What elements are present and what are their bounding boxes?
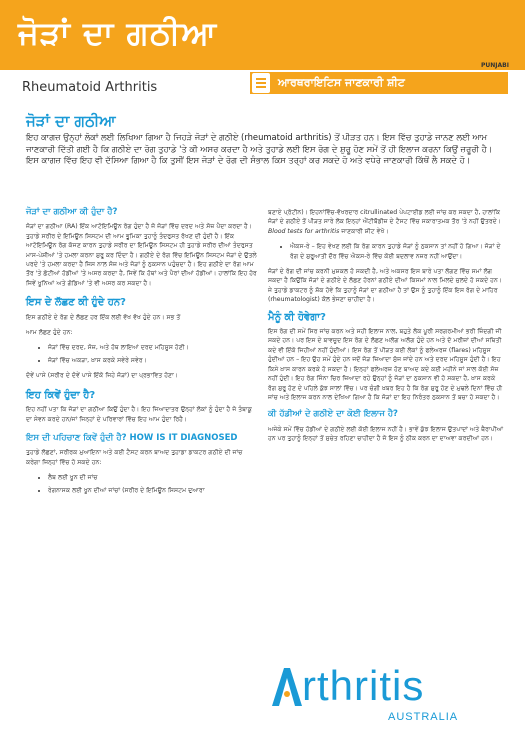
diagnosis-difficulty-text: ਜੋੜਾਂ ਦੇ ਰੋਗ ਦੀ ਜਾਂਚ ਕਰਨੀ ਮੁਸ਼ਕਲ ਹੋ ਸਕਦੀ ਹੈ, ਅਤੇ ਅਕਸਰ ਇਸ ਬਾਰੇ ਪਤਾ ਲੱਗਣ ਵਿੱਚ ਸਮਾਂ ਲੱਗ ਸਕਦਾ ਹੈ ਕਿਉਂਕਿ ਜੋੜਾਂ ਦੇ ਗਠੀਏ ਦੇ ਲੱਛਣ ਹੋਰਨਾਂ ਗਠੀਏ ਦੀਆਂ ਕਿਸਮਾਂ ਨਾਲ ਮਿਲਦੇ ਜੁਲਦੇ ਹੋ ਸਕਦੇ ਹਨ। ਜੇ ਤੁਹਾਡੇ ਡਾਕਟਰ ਨੂੰ ਸ਼ੱਕ ਹੋਵੇ ਕਿ ਤੁਹਾਨੂੰ ਜੋੜਾਂ ਦਾ ਗਠੀਆ ਹੈ ਤਾਂ ਉਸ ਨੂੰ ਤੁਹਾਨੂੰ ਇੱਕ ਇਸ ਰੋਗ ਦੇ ਮਾਹਿਰ (rheumatologist) ਕੋਲ ਭੇਜਣਾ ਚਾਹੀਦਾ ਹੈ। — [268, 268, 503, 304]
list-item: • ਜੋੜਾਂ ਵਿੱਚ ਦਰਦ, ਸੋਜ਼, ਅਤੇ ਹੱਥ ਲਾਇਆਂ ਦਰਦ ਮਹਿਸੂਸ ਹੋਣੀ। — [48, 343, 258, 352]
section-text-causes: ਇਹ ਨਹੀਂ ਪਤਾ ਕਿ ਜੋੜਾਂ ਦਾ ਗਠੀਆ ਕਿਉਂ ਹੁੰਦਾ ਹੈ। ਇਹ ਜਿਆਦਾਤਰ ਉਨ੍ਹਾਂ ਲੋਕਾਂ ਨੂੰ ਹੁੰਦਾ ਹੈ ਜੋ ਤੰਬਾਕੂ ਦਾ ਸੇਵਨ ਕਰਦੇ ਹਨ/ਜਾਂ ਜਿਨ੍ਹਾਂ ਦੇ ਪਰਿਵਾਰਾਂ ਵਿੱਚ ਇਹ ਆਮ ਹੁੰਦਾ ਰਿਹੈ। — [26, 406, 253, 423]
section-text-cure: ਅਜੇਕੇ ਸਮੇਂ ਵਿੱਚ ਹੱਡੀਆਂ ਦੇ ਗਠੀਏ ਲਈ ਕੋਈ ਇਲਾਜ ਨਹੀਂ ਹੈ। ਭਾਵੇਂ ਕੁੱਝ ਇਲਾਜ ਉਤਪਾਦਾਂ ਅਤੇ ਥੈਰਾਪੀਆਂ ਹਨ ਪਰ ਤੁਹਾਨੂੰ ਇਨ੍ਹਾਂ ਤੋਂ ਸੁਚੇਤ ਰਹਿਣਾ ਚਾਹੀਦਾ ਹੈ ਜੋ ਇਸ ਨੂੰ ਠੀਕ ਕਰਨ ਦਾ ਦਾਅਵਾ ਕਰਦੀਆਂ ਹਨ। — [268, 425, 504, 443]
header-banner — [0, 0, 525, 70]
xray-list — [268, 242, 504, 261]
section-text-symptoms: ਇਸ ਗਠੀਏ ਦੇ ਰੋਗ ਦੇ ਲੱਛਣ ਹਰ ਇੱਕ ਲਈ ਵੱਖ ਵੱਖ ਹੁੰਦੇ ਹਨ। ਸਭ ਤੋਂ — [26, 313, 181, 321]
diagnosis-continued — [268, 208, 504, 236]
section-heading-what-is: ਜੋੜਾਂ ਦਾ ਗਠੀਆ ਕੀ ਹੁੰਦਾ ਹੈ? — [26, 207, 118, 217]
arthritis-australia-logo — [270, 662, 459, 723]
symptoms-list — [26, 343, 258, 365]
left-column — [26, 208, 258, 501]
logo-a-icon — [270, 666, 302, 700]
list-item: • ਜੋੜਾਂ ਵਿੱਚ ਅਕੜਾ, ਖ਼ਾਸ ਕਰਕੇ ਸਵੇਰੇ ਸਵੇਰ। — [48, 356, 258, 365]
document-icon — [252, 73, 270, 93]
right-column — [268, 208, 504, 450]
main-heading: ਜੋੜਾਂ ਦਾ ਗਠੀਆ — [26, 112, 116, 130]
section-heading-symptoms: ਇਸ ਦੇ ਲੱਛਣ ਕੀ ਹੁੰਦੇ ਹਨ? — [26, 297, 126, 309]
list-item: • ਐਕਸ-ਰੇ – ਇਹ ਵੇਖਣ ਲਈ ਕਿ ਰੋਗ ਕਾਰਨ ਤੁਹਾਡੇ ਜੋੜਾਂ ਨੂੰ ਨੁਕਸਾਨ ਤਾਂ ਨਹੀਂ ਹੋ ਗਿਆ। ਜੋੜਾਂ ਦੇ ਰੋਗ ਦੇ ਸ਼ੁਰੂਆਤੀ ਦੌਰ ਵਿੱਚ ਐਕਸ-ਰੇ ਵਿੱਚ ਕੋਈ ਬਦਲਾਵ ਨਜ਼ਰ ਨਹੀਂ ਆਉਂਦਾ। — [290, 242, 504, 261]
logo-subtext: AUSTRALIA — [388, 711, 459, 723]
section-heading-causes: ਇਹ ਕਿਵੇਂ ਹੁੰਦਾ ਹੈ? — [26, 389, 96, 401]
section-heading-cure: ਕੀ ਹੱਡੀਆਂ ਦੇ ਗਠੀਏ ਦਾ ਕੋਈ ਇਲਾਜ ਹੈ? — [268, 409, 398, 420]
diagnosis-list — [26, 473, 258, 495]
section-heading-diagnosis: ਇਸ ਦੀ ਪਹਿਚਾਣ ਕਿਵੇਂ ਹੁੰਦੀ ਹੈ? HOW IS IT DIAGNOSED — [26, 432, 238, 443]
diagnosis-continued-text: ਬਣਾਏ ਪ੍ਰੋਟੀਨ)। ਇਹਨਾਂਵਿੱਚ-ਵੱਖਰਦਾਰ citrullinated ਪੇਪਟਾਈਡ ਲਈ ਜਾਂਚ ਕਰ ਸਕਦਾ ਹੈ, ਹਾਲਾਂਕਿ ਜੋੜਾਂ ਦੇ ਗਠੀਏ ਤੋਂ ਪੀੜਤ ਸਾਰੇ ਲੋਕ ਇਨ੍ਹਾਂ ਐਂਟੀਬੌਡੀਜ਼ ਦੇ ਟੈਸਟ ਵਿੱਚ ਸਕਾਰਾਤਮਕ ਤੌਰ 'ਤੇ ਨਹੀਂ ਉਤਰਦੇ। — [268, 209, 502, 226]
logo-a-shape — [270, 666, 304, 706]
list-item: • ਲੈਬ ਲਈ ਖੂਨ ਦੀ ਜਾਂਚ — [48, 473, 258, 482]
section-text-symptoms-after: ਦੋਵੇਂ ਪਾਸੇ (ਸਰੀਰ ਦੇ ਦੋਵੇਂ ਪਾਸੇ ਇੱਕੋ ਜਿਹੇ ਜੋੜਾਂ) ਦਾ ਪ੍ਰਭਾਵਿਤ ਹੋਣਾ। — [26, 372, 179, 380]
blood-tests-reference: Blood tests for arthritis — [268, 227, 340, 235]
section-text-diagnosis: ਤੁਹਾਡੇ ਲੱਛਣਾਂ, ਸਰੀਰਕ ਮੁਆਇਨਾ ਅਤੇ ਕਈ ਟੈਸਟ ਕਰਨ ਬਾਅਦ ਤੁਹਾਡਾ ਡਾਕਟਰ ਗਠੀਏ ਦੀ ਜਾਂਚ ਕਰੇਗਾ ਜਿਨ੍ਹਾਂ ਵਿੱਚ ਹੋ ਸਕਦੇ ਹਨ: — [26, 449, 243, 466]
section-text-outlook: ਇਸ ਰੋਗ ਦੀ ਸਮੇਂ ਸਿਰ ਜਾਂਚ ਕਰਨ ਅਤੇ ਸਹੀ ਇਲਾਜ ਨਾਲ, ਬਹੁਤੇ ਲੋਕ ਪੂਰੀ ਸਰਗਰਮੀਆਂ ਭਰੀ ਜ਼ਿੰਦਗੀ ਜੀ ਸਕਦੇ ਹਨ। ਪਰ ਇਸ ਦੇ ਬਾਵਜੂਦ ਇਸ ਰੋਗ ਦੇ ਲੱਛਣ ਅਲੱਗ ਅਲੱਗ ਹੁੰਦੇ ਹਨ ਅਤੇ ਦੋ ਮਰੀਜ਼ਾਂ ਦੀਆਂ ਸਥਿਤੀ ਕਦੇ ਵੀ ਇੱਕੋ ਜਿਹੀਆਂ ਨਹੀਂ ਹੁੰਦੀਆਂ। ਇਸ ਰੋਗ ਤੋਂ ਪੀੜਤ ਕਈ ਲੋਕਾਂ ਨੂੰ ਫਲੇਅਰਜ਼ (flares) ਮਹਿਸੂਸ ਹੁੰਦੀਆਂ ਹਨ – ਇਹ ਉਹ ਸਮੇਂ ਹੁੰਦੇ ਹਨ ਜਦੋਂ ਜੋੜ ਜ਼ਿਆਦਾ ਸੁੱਜ ਜਾਂਦੇ ਹਨ ਅਤੇ ਦਰਦ ਮਹਿਸੂਸ ਹੁੰਦੀ ਹੈ। ਇਹ ਕਿਸੇ ਖ਼ਾਸ ਕਾਰਨ ਕਰਕੇ ਹੋ ਸਕਦਾ ਹੈ। ਇਨ੍ਹਾਂ ਫਲੇਅਰਜ਼ ਹੋਣ ਬਾਅਦ ਕਦੇ ਕਈ ਮਹੀਨੇ ਜਾਂ ਸਾਲ ਕੋਈ ਸੋਜ਼ ਨਹੀਂ ਹੁੰਦੀ। ਇਹ ਰੋਗ ਜਿੰਨਾ ਚਿਰ ਜ਼ਿਆਦਾ ਰਹੇ ਉਨ੍ਹਾਂ ਨੂੰ ਜੋੜਾਂ ਦਾ ਨੁਕਸਾਨ ਵੀ ਹੋ ਸਕਦਾ ਹੈ, ਖ਼ਾਸ ਕਰਕੇ ਰੋਗ ਸ਼ੁਰੂ ਹੋਣ ਦੇ ਪਹਿਲੇ ਕੁੱਝ ਸਾਲਾਂ ਵਿੱਚ। ਪਰ ਚੰਗੀ ਖ਼ਬਰ ਇਹ ਹੈ ਕਿ ਰੋਗ ਸ਼ੁਰੂ ਹੋਣ ਦੇ ਮੁਢਲੇ ਦਿਨਾਂ ਵਿੱਚ ਹੀ ਜਾਂਚ ਅਤੇ ਇਲਾਜ ਕਰਨ ਨਾਲ ਦੇਖਿਆ ਗਿਆ ਹੈ ਕਿ ਜੋੜਾਂ ਦਾ ਇਹ ਨਿਰੰਤਰ ਨੁਕਸਾਨ ਤੋਂ ਬਚਾ ਹੋ ਸਕਦਾ ਹੈ। — [268, 328, 503, 401]
intro-paragraph: ਇਹ ਕਾਗਜ਼ ਉਨ੍ਹਾਂ ਲੋਕਾਂ ਲਈ ਲਿਖਿਆ ਗਿਆ ਹੈ ਜਿਹੜੇ ਜੋੜਾਂ ਦੇ ਗਠੀਏ (rheumatoid arthritis) ਤੋਂ ਪੀੜਤ ਹਨ। ਇਸ ਵਿੱਚ ਤੁਹਾਡੇ ਜਾਨਣ ਲਈ ਆਮ ਜਾਣਕਾਰੀ ਦਿੱਤੀ ਗਈ ਹੈ ਕਿ ਗਠੀਏ ਦਾ ਰੋਗ ਤੁਹਾਡੇ 'ਤੇ ਕੀ ਅਸਰ ਕਰਦਾ ਹੈ ਅਤੇ ਤੁਹਾਡੇ ਲਈ ਇਸ ਰੋਗ ਦੇ ਸ਼ੁਰੂ ਹੋਣ ਸਮੇਂ ਤੋਂ ਹੀ ਇਲਾਜ ਕਰਨਾ ਕਿਉਂ ਜ਼ਰੂਰੀ ਹੈ। ਇਸ ਕਾਗਜ਼ ਵਿੱਚ ਇਹ ਵੀ ਦੱਸਿਆ ਗਿਆ ਹੈ ਕਿ ਤੁਸੀਂ ਇਸ ਜੋੜਾਂ ਦੇ ਰੋਗ ਦੀ ਸੰਭਾਲ ਕਿਸ ਤਰ੍ਹਾਂ ਕਰ ਸਕਦੇ ਹੋ ਅਤੇ ਵਧੇਰੇ ਜਾਣਕਾਰੀ ਕਿੱਥੋਂ ਲੈ ਸਕਦੇ ਹੋ। — [26, 132, 493, 166]
list-item: • ਰੇਗਨਾਸਕ ਲਈ ਖੂਨ ਦੀਆਂ ਜਾਂਚਾਂ (ਸਰੀਰ ਦੇ ਇਮਿਊਨ ਸਿਸਟਮ ਦੁਆਰਾ — [48, 486, 258, 495]
section-heading-outlook: ਮੈਨੂੰ ਕੀ ਹੋਵੇਗਾ? — [268, 311, 326, 323]
section-text-what-is: ਜੋੜਾਂ ਦਾ ਗਠੀਆ (RA) ਇੱਕ ਆਟੋਇਮਿਊਨ ਰੋਗ ਹੁੰਦਾ ਹੈ ਜੋ ਜੋੜਾਂ ਵਿੱਚ ਦਰਦ ਅਤੇ ਸੋਜ਼ ਪੈਦਾ ਕਰਦਾ ਹੈ। ਤੁਹਾਡੇ ਸਰੀਰ ਦੇ ਇਮਿਊਨ ਸਿਸਟਮ ਦੀ ਆਮ ਭੂਮਿਕਾ ਤੁਹਾਨੂੰ ਤੰਦਰੁਸਤ ਰੱਖਣ ਦੀ ਹੁੰਦੀ ਹੈ। ਇੱਕ ਆਟੋਇਮਿਊਨ ਰੋਗ ਕੱਜਣ ਕਾਰਨ ਤੁਹਾਡੇ ਸਰੀਰ ਦਾ ਇਮਿਊਨ ਸਿਸਟਮ ਹੀ ਤੁਹਾਡੇ ਸਰੀਰ ਦੀਆਂ ਤੰਦਰੁਸਤ ਮਾਸ-ਪੇਸ਼ੀਆਂ 'ਤੇ ਹਮਲਾ ਕਰਨਾ ਸ਼ੁਰੂ ਕਰ ਦਿੰਦਾ ਹੈ। ਗਠੀਏ ਦੇ ਰੋਗ ਵਿੱਚ ਇਮਿਊਨ ਸਿਸਟਮ ਜੋੜਾਂ ਦੇ ਉਤਲੇ ਪਰਦੇ 'ਤੇ ਹਮਲਾ ਕਰਦਾ ਹੈ ਜਿਸ ਨਾਲ ਸੋਜ਼ ਅਤੇ ਜੋੜਾਂ ਨੂੰ ਨੁਕਸਾਨ ਪਹੁੰਚਦਾ ਹੈ। ਇਹ ਗਠੀਏ ਦਾ ਰੋਗ ਆਮ ਤੌਰ 'ਤੇ ਛੋਟੀਆਂ ਹੱਡੀਆਂ 'ਤੇ ਅਸਰ ਕਰਦਾ ਹੈ, ਜਿਵੇਂ ਕਿ ਹੱਥਾਂ ਅਤੇ ਪੈਰਾਂ ਦੀਆਂ ਹੱਡੀਆਂ। ਹਾਲਾਂਕਿ ਇਹ ਹੋਰ ਜਿਵੇਂ ਖੂਨਿਆਂ ਅਤੇ ਗੋਡਿਆਂ 'ਤੇ ਵੀ ਅਸਰ ਕਰ ਸਕਦਾ ਹੈ। — [26, 223, 257, 287]
logo-wordmark — [270, 662, 425, 709]
banner-subtitle: Rheumatoid Arthritis — [22, 80, 158, 95]
logo-word: rthritis — [302, 662, 425, 709]
sheet-title: ਆਰਥਰਾਇਟਿਸ ਜਾਣਕਾਰੀ ਸ਼ੀਟ — [278, 76, 405, 89]
banner-title: ਜੋੜਾਂ ਦਾ ਗਠੀਆ — [18, 14, 218, 52]
language-tag: PUNJABI — [481, 62, 509, 69]
diagnosis-continued-after: ਜਾਣਕਾਰੀ ਸ਼ੀਟ ਵੇਖੋ। — [341, 227, 389, 235]
section-text-symptoms-2: ਆਮ ਲੱਛਣ ਹੁੰਦੇ ਹਨ: — [26, 329, 73, 337]
